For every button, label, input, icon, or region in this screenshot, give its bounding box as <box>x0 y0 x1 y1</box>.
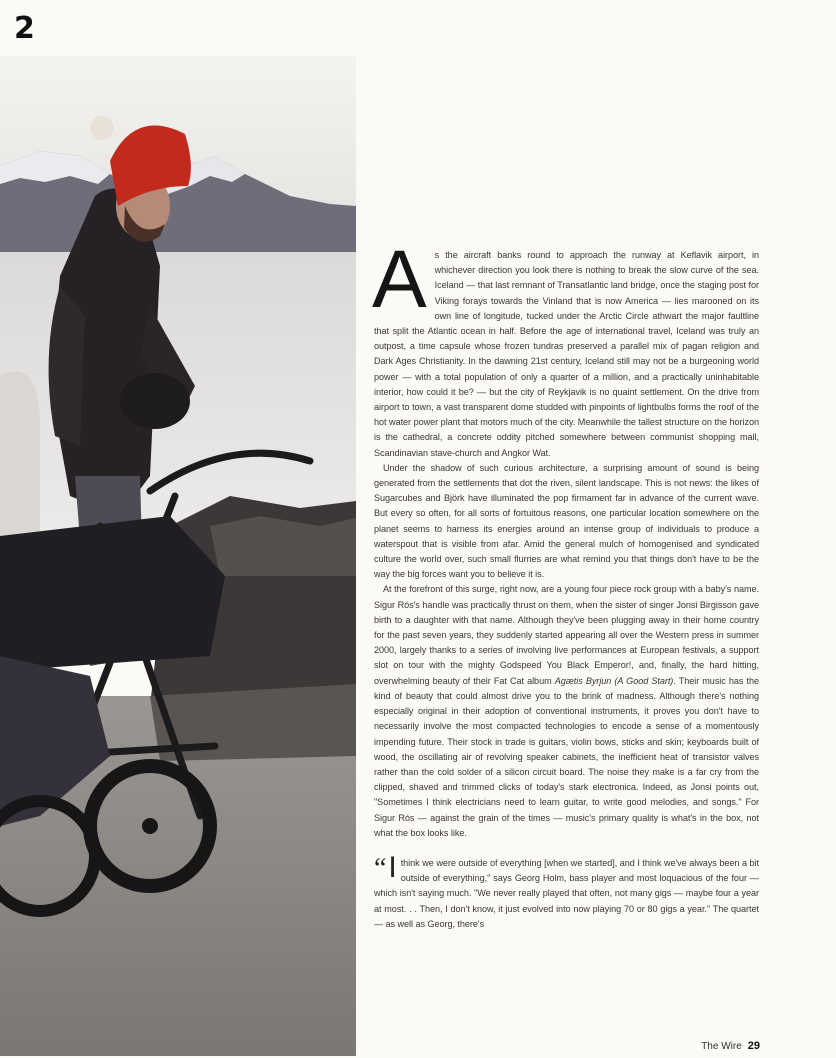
quote-initial: I <box>388 850 397 884</box>
paragraph-1: As the aircraft banks round to approach the runway at Keflavik airport, in whichever direction you look there is nothing to break the slow curve of the sea. Iceland — that last remnant of Transatlantic land bridge, once the staging post for Viking forays towards the Vinland that is now America — lies marooned on its own line of longitude, tucked under the Arctic Circle athwart the major faultline that split the Atlantic ocean in half. Before the age of international travel, Iceland was truly an outpost, a time capsule whose frozen tundras preserved a parallel mix of pagan religion and Dark Ages Christianity. In the dawning 21st century, Iceland still may not be a burgeoning world power — with a total population of only a quarter of a million, and a practically uninhabitable interior, how could it be? — but the city of Reykjavik is no quaint settlement. On the drive from airport to town, a vast transparent dome studded with pinpoints of lightbulbs forms the roof of the hot water power plant that motors much of the city. Meanwhile the tallest structure on the horizon is the cathedral, a concrete oddity pitched somewhere between communist shopping mall, Scandinavian stave-church and Angkor Wat. <box>372 234 759 458</box>
drop-cap: A <box>372 234 427 325</box>
paragraph-2: Under the shadow of such curious architecture, a surprising amount of sound is being generated from the settlements that dot the riven, silent landscape. This is not news: the likes of Sugarcubes and Björk have illuminated the pop firmament far in advance of the current wave. But every so often, for all sorts of fortuitous reasons, one particular location somewhere on the planet seems to harness its energies around an intense group of individuals to produce a waterspout that is visible from afar. Amid the general mulch of homogenised and syndicated culture the world over, such small flurries are what remind you that things don't have to be the way the big forces want you to believe it is. <box>374 462 759 580</box>
open-quote-mark: “ <box>374 852 387 884</box>
article-body <box>372 234 760 932</box>
paragraph-4: “ I think we were outside of everything [when we started], and I think we've always been a bit outside of everything," says Georg Holm, bass player and most loquacious of the four — which isn't saying much. "We never really played that often, not many gigs — maybe four a year at most. . . Then, I don't know, it just evolved into now playing 70 or 80 gigs a year." The quartet — as well as Georg, there's <box>374 850 759 929</box>
paragraph-3: At the forefront of this surge, right now, are a young four piece rock group with a baby's name. Sigur Rós's handle was practically thrust on them, when the sister of singer Jonsi Birgisson gave birth to a daughter with that name. Although they've been plugging away in their home country for the past seven years, they suddenly started appearing all over the Western press in summer 2000, largely thanks to a series of involving live performances at European festivals, a support slot on tour with the mighty Godspeed You Black Emperor!, and, finally, the hard hitting, overwhelming beauty of their Fat Cat album Agætis Byrjun (A Good Start). Their music has the kind of beauty that could almost drive you to the brink of madness. Although there's nothing especially original in their adoption of conventional instruments, it proves you don't have to necessarily involve the most compacted technologies to encode a sense of a momentously impending future. Their stock in trade is guitars, violin bows, sticks and skin; keyboards built of wood, the oscillating air of revolving speaker cabinets, the inefficient heat of transistor valves rather than the cold solder of a silicon circuit board. The noise they make is a far cry from the clipped, shaved and trimmed clicks of today's stark electronica. Indeed, as Jonsi points out, "Sometimes I think electricians need to learn guitar, to write good melodies, and songs." For Sigur Rós — against the grain of the times — music's primary quality is what's in the box, not what the box looks like. <box>374 584 760 838</box>
cover-photo <box>0 56 356 1056</box>
stroller-basket <box>0 516 225 671</box>
magazine-name: The Wire <box>701 1041 742 1052</box>
album-title: Agætis Byrjun (A Good Start) <box>554 675 674 686</box>
page-number: 2 <box>14 11 35 46</box>
folio: 29 <box>747 1040 760 1052</box>
page-footer <box>701 1040 760 1052</box>
